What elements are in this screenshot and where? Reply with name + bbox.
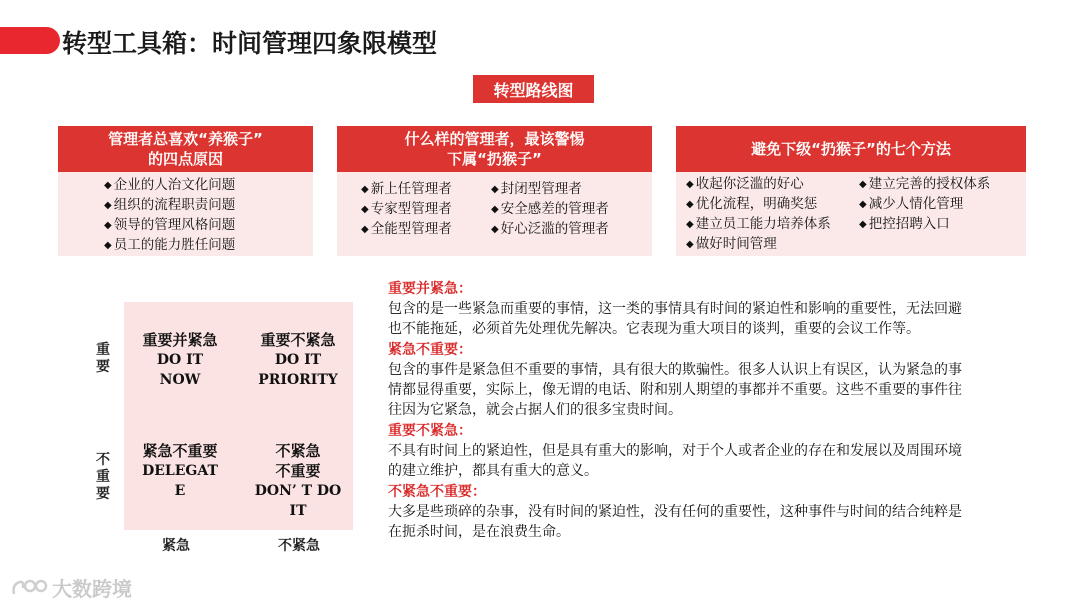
desc-title: 重要不紧急： <box>388 423 472 439</box>
logo-icon <box>10 576 48 600</box>
quadrant-cn: 重要不紧急 <box>260 331 336 349</box>
card-title-line2: 的四点原因 <box>147 150 223 168</box>
quadrant-important-urgent <box>130 330 230 390</box>
list-item: ◆ 收起你泛滥的好心 <box>686 175 859 195</box>
quadrant-en: DON’ T DO <box>254 483 342 499</box>
list-item: ◆ 全能型管理者 <box>361 220 491 240</box>
desc-text: 大多是些琐碎的杂事，没有时间的紧迫性，没有任何的重要性，这种事件与时间的结合纯粹是在扼杀时间，是在浪费生命。 <box>388 504 962 540</box>
quadrant-important-not-urgent <box>246 330 350 390</box>
list-item: ◆ 优化流程，明确奖惩 <box>686 195 859 215</box>
quadrant-en: DO IT <box>274 352 322 368</box>
list-column <box>686 175 859 255</box>
quadrant-en: DELEGAT <box>142 463 218 479</box>
list-column <box>361 180 491 240</box>
quadrant-en: IT <box>289 503 307 519</box>
list-item: ◆ 企业的人治文化问题 <box>104 176 313 196</box>
axis-label-not-urgent: 不紧急 <box>278 538 320 554</box>
card-body <box>337 172 652 240</box>
desc-title: 重要并紧急： <box>388 281 472 297</box>
axis-label-urgent: 紧急 <box>162 538 190 554</box>
list-item: ◆ 减少人情化管理 <box>859 195 990 215</box>
list-item: ◆ 建立完善的授权体系 <box>859 175 990 195</box>
desc-title: 不紧急不重要： <box>388 484 486 500</box>
card-header <box>676 126 1026 172</box>
card-title-line1: 避免下级“扔猴子”的七个方法 <box>751 140 951 158</box>
quadrant-cn: 不紧急 <box>275 442 321 460</box>
quadrant-en: E <box>174 483 186 499</box>
desc-text: 不具有时间上的紧迫性，但是具有重大的影响，对于个人或者企业的存在和发展以及周围环境的建立维护，都具有重大的意义。 <box>388 443 962 479</box>
card-body <box>676 172 1026 255</box>
list-item: ◆ 员工的能力胜任问题 <box>104 236 313 256</box>
list-item: ◆ 安全感差的管理者 <box>491 200 621 220</box>
title-accent-bar <box>0 27 60 54</box>
quadrant-en: PRIORITY <box>258 372 338 388</box>
card-manager-types <box>337 126 652 256</box>
list-column <box>859 175 990 255</box>
desc-title: 紧急不重要： <box>388 342 472 358</box>
card-monkey-reasons <box>58 126 313 256</box>
card-seven-methods <box>676 126 1026 256</box>
desc-text: 包含的事件是紧急但不重要的事情，具有很大的欺骗性。很多人认识上有误区，认为紧急的事情都显得重要，实际上，像无谓的电话、附和别人期望的事都并不重要。这些不重要的事件往往因为它紧急，就会占据人们的很多宝贵时间。 <box>388 362 962 418</box>
axis-label-important: 重要 <box>96 342 110 375</box>
axis-label-not-important: 不重要 <box>96 452 110 502</box>
quadrant-cn: 不重要 <box>275 462 321 480</box>
card-body <box>58 172 313 256</box>
desc-text: 包含的是一些紧急而重要的事情，这一类的事情具有时间的紧迫性和影响的重要性，无法回避也不能拖延，必须首先处理优先解决。它表现为重大项目的谈判，重要的会议工作等。 <box>388 301 962 337</box>
page-title: 转型工具箱：时间管理四象限模型 <box>62 29 438 58</box>
list-item: ◆ 好心泛滥的管理者 <box>491 220 621 240</box>
quadrant-descriptions <box>388 280 968 544</box>
list-item: ◆ 把控招聘入口 <box>859 215 990 235</box>
quadrant-en: NOW <box>159 372 201 388</box>
list-item: ◆ 领导的管理风格问题 <box>104 216 313 236</box>
card-header <box>337 126 652 172</box>
quadrant-en: DO IT <box>156 352 204 368</box>
list-item: ◆ 做好时间管理 <box>686 235 859 255</box>
list-item: ◆ 专家型管理者 <box>361 200 491 220</box>
card-title-line1: 管理者总喜欢“养猴子” <box>108 130 263 148</box>
card-title-line1: 什么样的管理者，最该警惕 <box>404 130 585 148</box>
list-item: ◆ 封闭型管理者 <box>491 180 621 200</box>
card-header <box>58 126 313 172</box>
list-column <box>491 180 621 240</box>
card-title-line2: 下属“扔猴子” <box>447 150 542 168</box>
list-item: ◆ 组织的流程职责问题 <box>104 196 313 216</box>
watermark-text: 大数跨境 <box>52 577 132 601</box>
list-item: ◆ 新上任管理者 <box>361 180 491 200</box>
watermark-logo <box>10 573 132 602</box>
roadmap-label: 转型路线图 <box>473 75 594 103</box>
list-item: ◆ 建立员工能力培养体系 <box>686 215 859 235</box>
quadrant-not-urgent-not-important <box>246 441 350 521</box>
quadrant-cn: 重要并紧急 <box>142 331 218 349</box>
quadrant-cn: 紧急不重要 <box>142 442 218 460</box>
quadrant-urgent-not-important <box>130 441 230 501</box>
